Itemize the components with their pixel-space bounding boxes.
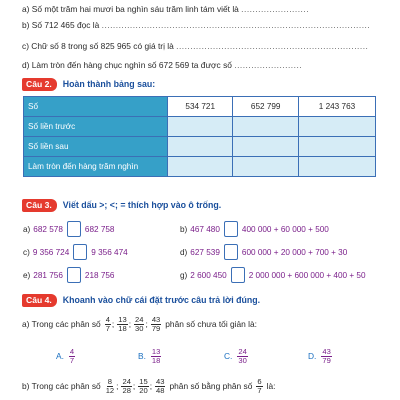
table-row: [24, 117, 376, 137]
table-row-label: Số liền sau: [24, 137, 168, 157]
compare-box[interactable]: [231, 267, 245, 283]
q3-item-left: 281 756: [33, 270, 63, 280]
fraction: $\frac{4}{7}$: [105, 314, 110, 333]
q3-item-right: 218 756: [84, 270, 115, 280]
table-header-cell: Số: [24, 97, 168, 117]
q4-title: Khoanh vào chữ cái đặt trước câu trả lời đúng.: [62, 295, 261, 305]
q4-a-prefix: a) Trong các phân số: [22, 319, 101, 329]
q3-item-label: c): [23, 247, 30, 257]
q3-item-label: d): [180, 247, 188, 257]
q1-d-blank[interactable]: ........................: [234, 60, 303, 70]
option-letter: B.: [138, 351, 146, 361]
table-row-label: Số liền trước: [24, 117, 168, 137]
q4-a-option-c[interactable]: [224, 346, 249, 366]
fraction: $\frac{8}{12}$: [105, 376, 115, 395]
q1-b-blank[interactable]: ...............................................................................................: [101, 20, 371, 30]
q1-a-text: a) Số một trăm hai mươi ba nghìn sáu trăm linh tám viết là: [22, 4, 239, 14]
compare-box[interactable]: [224, 244, 238, 260]
table-answer-cell[interactable]: [168, 137, 233, 157]
q4-heading: [22, 293, 260, 307]
q3-item-a: [23, 221, 115, 237]
table-answer-cell[interactable]: [298, 117, 375, 137]
q3-item-right: 682 758: [84, 224, 115, 234]
q3-item-c: [23, 244, 128, 260]
q1-c-text: c) Chữ số 8 trong số 825 965 có giá trị là: [22, 41, 174, 51]
q3-item-left: 682 578: [33, 224, 63, 234]
table-header-cell: 534 721: [168, 97, 233, 117]
table-answer-cell[interactable]: [168, 117, 233, 137]
q4-b-question: b) Trong các phân số $\frac{8}{12}$ ; $\frac{24}{28}$ ; $\frac{15}{20}$ ; $\frac{43}{48}$ phân số bằng phân số $\frac{6}{7}$ là:: [22, 376, 276, 395]
q3-heading: [22, 198, 221, 212]
q3-item-label: g): [180, 270, 188, 280]
fraction: $\frac{13}{18}$: [118, 314, 127, 333]
q4-a-option-d[interactable]: [308, 346, 333, 366]
q4-a-option-a[interactable]: [56, 346, 76, 366]
compare-box[interactable]: [67, 221, 81, 237]
fraction: $\frac{15}{20}$: [139, 376, 148, 395]
option-letter: C.: [224, 351, 233, 361]
q3-item-b: [180, 221, 329, 237]
fraction: $\frac{24}{30}$: [135, 314, 144, 333]
table-header-cell: 652 799: [233, 97, 298, 117]
q3-title: Viết dấu >; <; = thích hợp vào ô trống.: [62, 200, 222, 210]
table-row: [24, 137, 376, 157]
compare-box[interactable]: [73, 244, 87, 260]
fraction: $\frac{43}{79}$: [151, 314, 161, 333]
fraction: $\frac{43}{79}$: [322, 346, 331, 365]
q3-item-label: b): [180, 224, 188, 234]
q3-item-left: 9 356 724: [32, 247, 70, 257]
q1-a-blank[interactable]: ........................: [241, 4, 310, 14]
q4-a-question: a) Trong các phân số $\frac{4}{7}$ ; $\frac{13}{18}$ ; $\frac{24}{30}$ ; $\frac{43}{79}$ phân số chưa tối giản là:: [22, 314, 258, 333]
q1-line-d: [22, 60, 400, 70]
q1-b-text: b) Số 712 465 đọc là: [22, 20, 100, 30]
q3-item-left: 2 600 450: [190, 270, 227, 280]
q3-item-right: 9 356 474: [91, 247, 128, 257]
option-letter: A.: [56, 351, 64, 361]
table-row-label: Làm tròn đến hàng trăm nghìn: [24, 157, 168, 177]
option-letter: D.: [308, 351, 317, 361]
fraction: $\frac{43}{48}$: [156, 376, 165, 395]
table-answer-cell[interactable]: [233, 157, 298, 177]
q1-line-c: [22, 41, 400, 51]
fraction: $\frac{6}{7}$: [257, 376, 262, 395]
q4-b-suffix: là:: [266, 381, 276, 391]
q3-item-label: e): [23, 270, 31, 280]
q2-title: Hoàn thành bảng sau:: [62, 79, 156, 89]
table-answer-cell[interactable]: [298, 137, 375, 157]
q1-line-b: [22, 20, 400, 30]
q4-b-prefix: b) Trong các phân số: [22, 381, 101, 391]
table-header-cell: 1 243 763: [298, 97, 375, 117]
q2-heading: [22, 77, 155, 91]
q4-badge: Câu 4.: [22, 294, 57, 307]
q3-badge: Câu 3.: [22, 199, 57, 212]
table-answer-cell[interactable]: [233, 117, 298, 137]
fraction: $\frac{4}{7}$: [69, 346, 75, 365]
q3-item-right: 400 000 + 60 000 + 500: [241, 224, 329, 234]
q3-item-right: 2 000 000 + 600 000 + 400 + 50: [248, 270, 366, 280]
q4-a-suffix: phân số chưa tối giản là:: [165, 319, 258, 329]
compare-box[interactable]: [67, 267, 81, 283]
table-answer-cell[interactable]: [298, 157, 375, 177]
fraction: $\frac{13}{18}$: [151, 346, 161, 365]
q3-item-g: [180, 267, 366, 283]
q2-table: [23, 96, 376, 177]
q1-line-a: [22, 4, 400, 14]
q3-item-d: [180, 244, 347, 260]
q1-d-text: d) Làm tròn đến hàng chục nghìn số 672 569 ta được số: [22, 60, 232, 70]
q3-item-label: a): [23, 224, 31, 234]
q2-badge: Câu 2.: [22, 78, 57, 91]
fraction: $\frac{24}{30}$: [238, 346, 247, 365]
table-row: [24, 157, 376, 177]
q4-b-middle: phân số bằng phân số: [169, 381, 253, 391]
q3-item-right: 600 000 + 20 000 + 700 + 30: [241, 247, 348, 257]
compare-box[interactable]: [224, 221, 238, 237]
q4-a-option-b[interactable]: [138, 346, 162, 366]
fraction: $\frac{24}{28}$: [122, 376, 131, 395]
q3-item-left: 467 480: [190, 224, 220, 234]
table-answer-cell[interactable]: [233, 137, 298, 157]
q1-c-blank[interactable]: ....................................................................: [176, 41, 369, 51]
q3-item-e: [23, 267, 115, 283]
q3-item-left: 627 539: [190, 247, 220, 257]
table-header-row: [24, 97, 376, 117]
table-answer-cell[interactable]: [168, 157, 233, 177]
